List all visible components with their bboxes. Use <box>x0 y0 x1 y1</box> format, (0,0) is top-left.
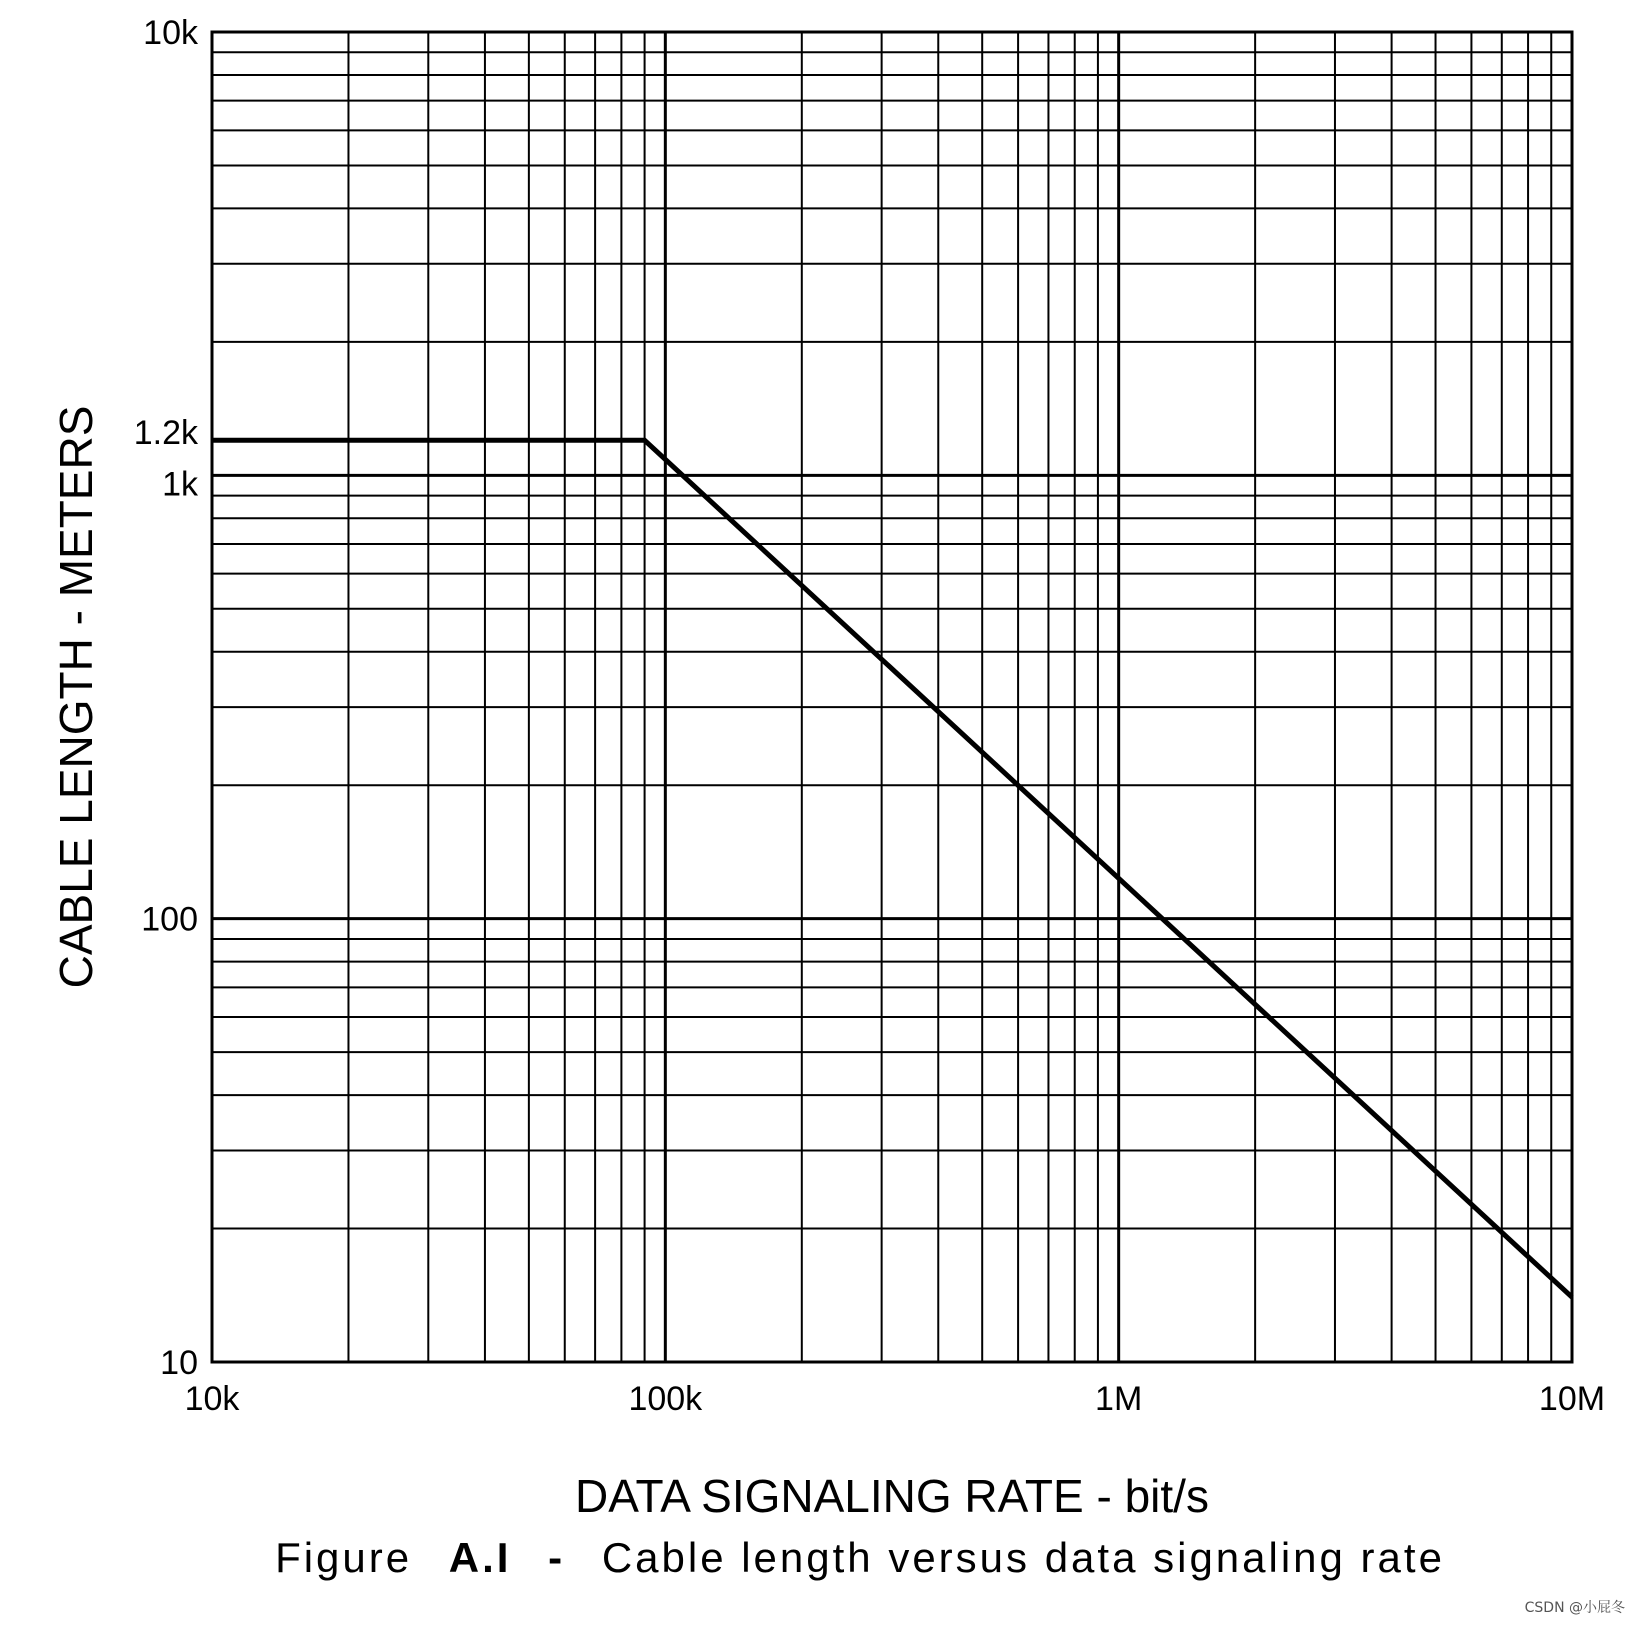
x-tick-label: 100k <box>628 1380 703 1418</box>
caption-prefix: Figure <box>275 1534 413 1581</box>
y-tick-label: 100 <box>141 900 198 939</box>
data-series <box>212 440 1572 1297</box>
plot-frame <box>212 32 1572 1362</box>
x-tick-label: 1M <box>1095 1380 1143 1418</box>
y-tick-label: 1k <box>162 465 198 504</box>
y-tick-label: 10k <box>143 14 198 52</box>
x-tick-label: 10k <box>184 1380 240 1418</box>
x-tick-labels <box>185 1380 1605 1418</box>
caption-label: A.I <box>448 1534 512 1581</box>
series-line <box>212 440 1572 1297</box>
watermark: CSDN @小屁冬 <box>1524 1600 1625 1616</box>
caption-separator: - <box>548 1534 566 1581</box>
y-tick-labels <box>134 14 199 1382</box>
y-axis-title: CABLE LENGTH - METERS <box>50 405 102 989</box>
caption-text: Cable length versus data signaling rate <box>601 1534 1445 1581</box>
y-tick-label: 1.2k <box>133 414 198 453</box>
figure-caption <box>275 1534 1445 1581</box>
x-tick-label: 10M <box>1538 1380 1606 1418</box>
grid-lines <box>212 32 1572 1362</box>
x-axis-title: DATA SIGNALING RATE - bit/s <box>575 1470 1209 1522</box>
y-tick-label: 10 <box>160 1344 198 1382</box>
